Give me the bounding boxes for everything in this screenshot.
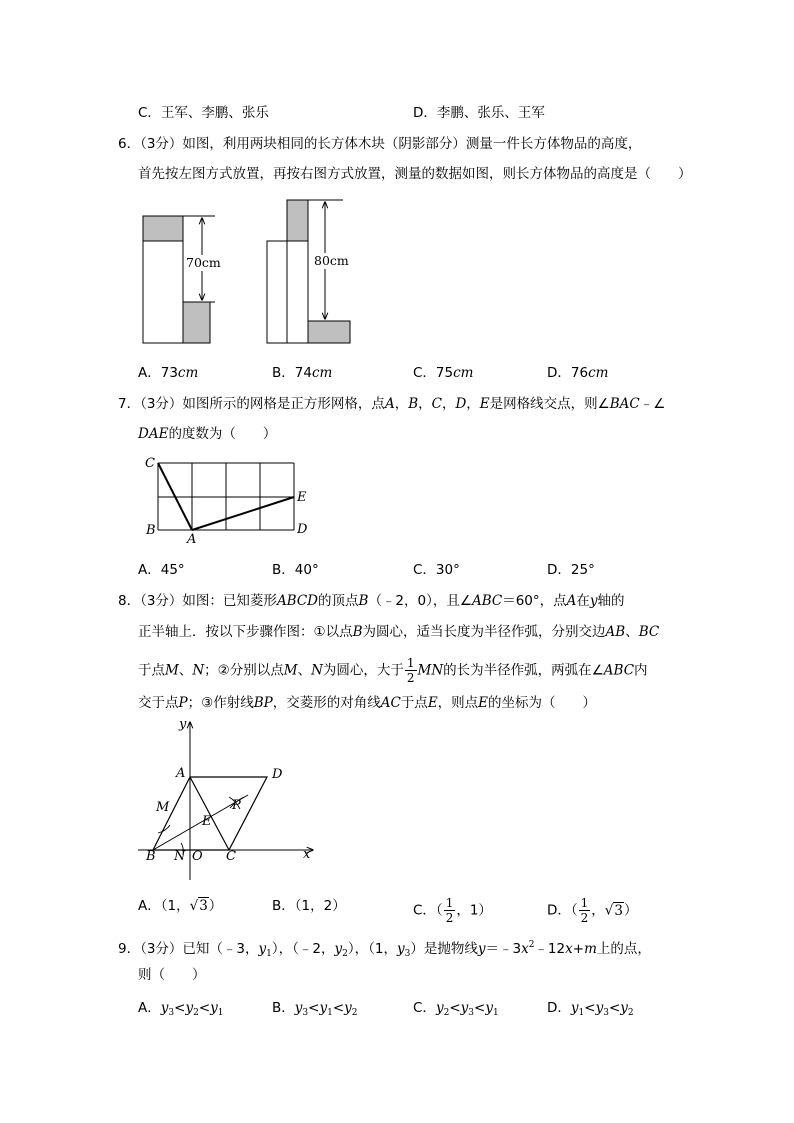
superscript: 2 [528, 940, 535, 950]
math-variable: y [319, 1000, 328, 1016]
text-segment: 为圆心，大于 [322, 662, 404, 679]
math-variable: D [455, 396, 467, 412]
radicand: 3 [199, 898, 208, 914]
q9-stem-line1 [118, 935, 651, 964]
math-variable: BP [253, 695, 273, 711]
text-segment: 在 [576, 593, 590, 609]
subscript: 2 [351, 1008, 358, 1018]
math-variable: DAE [138, 426, 169, 442]
right-bottom-block [308, 321, 350, 343]
q8-label-a: A [176, 766, 186, 781]
math-variable: AC [380, 695, 401, 711]
q9-option-b [272, 998, 358, 1023]
q8-label-n: N [174, 849, 186, 864]
q7-option-d: D．25° [547, 562, 595, 578]
math-variable: ABC [603, 662, 635, 679]
math-variable: E [479, 396, 490, 412]
q6-stem-line2: 首先按左图方式放置，再按右图方式放置，测量的数据如图，则长方体物品的高度是（ ） [138, 166, 692, 182]
math-variable: y [160, 1000, 169, 1016]
text-segment: ），（1， [347, 941, 397, 957]
q7-option-a: A．45° [138, 562, 185, 578]
text-segment: + [572, 941, 585, 957]
text-segment: （﹣2，0），且∠ [368, 593, 472, 609]
text-segment: 交于点 [138, 695, 179, 711]
text-segment: ，则点 [437, 695, 479, 711]
q9-stem-line2: 则（ ） [138, 967, 206, 983]
q9-option-d [547, 998, 634, 1023]
text-segment: ﹣∠ [639, 396, 666, 412]
text-segment: < [608, 1000, 621, 1016]
text-segment: < [308, 1000, 320, 1016]
math-variable: ABCD [276, 593, 319, 609]
math-variable: B [352, 624, 363, 640]
option-text: C．75 [413, 365, 454, 381]
text-segment: A．（1，√ [138, 898, 199, 914]
math-variable: ABC [471, 593, 503, 609]
q8-option-c [413, 896, 492, 925]
fraction-numerator: 1 [406, 656, 415, 670]
text-segment: 、 [297, 662, 312, 679]
text-segment: D．（ [547, 902, 578, 919]
fraction-denominator: 2 [406, 671, 415, 685]
text-segment: ﹣12 [534, 941, 566, 957]
q6-option-b [272, 363, 332, 383]
text-segment: < [174, 1000, 186, 1016]
q8-option-a [138, 896, 222, 916]
q7-option-c: C．30° [413, 562, 460, 578]
math-variable: MN [417, 662, 444, 679]
fraction-one-half [405, 656, 417, 685]
text-segment: 上的点， [596, 941, 651, 957]
text-segment: 9．（3分）已知（﹣3， [118, 941, 259, 957]
math-variable: M [283, 662, 298, 679]
math-variable: B [358, 593, 369, 609]
q9-option-c [413, 998, 499, 1023]
q6-option-c [413, 363, 473, 383]
q8-stem-line4 [138, 693, 596, 713]
math-variable: y [460, 1000, 469, 1016]
q8-option-d [547, 896, 638, 925]
math-variable: y [210, 1000, 218, 1016]
text-segment: ， [418, 396, 432, 412]
text-segment: ＝﹣3 [485, 941, 522, 957]
subscript: 1 [327, 1008, 333, 1018]
math-variable: P [178, 695, 188, 711]
text-segment: ， [394, 396, 409, 412]
q7-stem-line2 [138, 424, 276, 444]
math-variable: BAC [609, 396, 640, 412]
text-segment: 于点 [400, 695, 428, 711]
q5-option-c: C．王军、李鹏、张乐 [138, 105, 269, 121]
math-variable: E [427, 695, 438, 711]
q6-right-measure-label: 80cm [314, 253, 349, 268]
fraction-denominator: 2 [580, 911, 589, 925]
text-segment: 正半轴上．按以下步骤作图：①以点 [138, 624, 353, 640]
option-text: B．74 [272, 365, 312, 381]
q7-label-e: E [297, 490, 307, 505]
math-variable: y [595, 1000, 604, 1016]
q8-option-b: B．（1，2） [272, 898, 346, 914]
subscript: 1 [578, 1008, 585, 1018]
left-top-block [143, 216, 183, 241]
option-unit: cm [311, 365, 333, 381]
q8-label-y-axis: y [179, 717, 187, 732]
subscript: 3 [302, 1008, 309, 1018]
subscript: 1 [492, 1008, 499, 1018]
text-segment: ， [441, 396, 456, 412]
option-unit: cm [453, 365, 474, 381]
text-segment: 的顶点 [318, 593, 359, 609]
q8-label-p: P [232, 798, 241, 813]
option-text: D．76 [547, 365, 589, 381]
left-bottom-block [183, 302, 210, 343]
math-variable: y [294, 1000, 303, 1016]
q7-stem-line1 [118, 394, 665, 414]
math-variable: N [192, 662, 205, 679]
text-segment: 、 [625, 624, 639, 640]
text-segment: < [584, 1000, 596, 1016]
text-segment: D． [547, 1000, 571, 1016]
text-segment: 的坐标为（ ） [488, 695, 597, 711]
fraction-one-half [579, 896, 591, 925]
subscript: 1 [266, 949, 272, 959]
math-variable: y [435, 1000, 444, 1016]
subscript: 2 [193, 1008, 199, 1018]
q6-stem-line1: 6．（3分）如图，利用两块相同的长方体木块（阴影部分）测量一件长方体物品的高度， [118, 136, 642, 152]
math-variable: x [565, 941, 573, 957]
q7-label-d: D [297, 522, 308, 537]
math-variable: y [334, 941, 343, 957]
text-segment: 的长为半径作弧，两弧在∠ [443, 662, 604, 679]
text-segment: 是网格线交点，则∠ [489, 396, 610, 412]
text-segment: ） [624, 902, 638, 919]
q6-figure [130, 195, 360, 350]
option-text: A．73 [138, 365, 178, 381]
q6-left-measure-label: 70cm [186, 255, 221, 270]
text-segment: ，1） [456, 902, 492, 919]
text-segment: 为圆心，适当长度为半径作弧，分别交边 [362, 624, 606, 640]
text-segment: A． [138, 1000, 161, 1016]
q9-option-a [138, 998, 224, 1023]
fraction-denominator: 2 [445, 911, 454, 925]
option-unit: cm [177, 365, 199, 381]
q6-option-d [547, 363, 608, 383]
text-segment: 、 [178, 662, 193, 679]
text-segment: ）是抛物线 [410, 941, 478, 957]
q7-label-b: B [146, 523, 156, 538]
math-variable: BC [638, 624, 660, 640]
subscript: 3 [603, 1008, 609, 1018]
text-segment: C．（ [413, 902, 443, 919]
q8-label-origin: O [192, 849, 203, 864]
text-segment: ， [466, 396, 480, 412]
subscript: 3 [168, 1008, 175, 1018]
math-variable: A [566, 593, 577, 609]
q8-label-d: D [272, 767, 283, 782]
text-segment: 内 [634, 662, 648, 679]
subscript: 2 [627, 1008, 634, 1018]
subscript: 2 [342, 949, 348, 959]
radicand: 3 [614, 902, 623, 919]
text-segment: ），（﹣2， [271, 941, 335, 957]
text-segment: ，√ [591, 902, 614, 919]
text-segment: ；②分别以点 [204, 662, 284, 679]
option-unit: cm [588, 365, 609, 381]
fraction-one-half [444, 896, 456, 925]
text-segment: < [332, 1000, 345, 1016]
math-variable: y [485, 1000, 493, 1016]
subscript: 1 [217, 1008, 224, 1018]
text-segment: ；③作射线 [187, 695, 254, 711]
fraction-numerator: 1 [580, 896, 589, 910]
text-segment: < [474, 1000, 486, 1016]
math-variable: y [185, 1000, 194, 1016]
math-variable: y [620, 1000, 628, 1016]
math-variable: y [396, 941, 405, 957]
subscript: 2 [443, 1008, 450, 1018]
q8-label-b: B [146, 849, 156, 864]
math-variable: x [521, 941, 529, 957]
math-variable: y [258, 941, 267, 957]
q7-label-c: C [145, 456, 155, 471]
text-segment: ） [208, 898, 223, 914]
math-variable: A [384, 396, 395, 412]
math-variable: m [584, 941, 597, 957]
q8-label-e: E [202, 814, 212, 829]
q7-option-b: B．40° [272, 562, 319, 578]
q8-label-c: C [226, 849, 236, 864]
text-segment: C． [413, 1000, 436, 1016]
text-segment: 的度数为（ ） [168, 426, 277, 442]
text-segment: B． [272, 1000, 295, 1016]
q8-stem-line2 [138, 622, 659, 642]
text-segment: < [449, 1000, 461, 1016]
math-variable: C [431, 396, 442, 412]
q8-label-m: M [156, 800, 170, 815]
text-segment: 轴的 [597, 593, 625, 609]
q7-grid-figure [140, 455, 310, 545]
math-variable: y [570, 1000, 579, 1016]
q7-label-a: A [187, 532, 197, 547]
subscript: 3 [468, 1008, 474, 1018]
q8-stem-line3 [138, 656, 648, 685]
text-segment: ，交菱形的对角线 [272, 695, 381, 711]
q8-label-x-axis: x [303, 847, 311, 862]
math-variable: y [589, 593, 598, 609]
math-variable: E [478, 695, 489, 711]
text-segment: 8．（3分）如图：已知菱形 [118, 593, 277, 609]
q8-stem-line1 [118, 591, 625, 611]
right-top-block [287, 200, 308, 241]
math-variable: y [344, 1000, 352, 1016]
text-segment: ＝60°，点 [502, 593, 567, 609]
math-variable: B [408, 396, 419, 412]
text-segment: 于点 [138, 662, 165, 679]
text-segment: < [198, 1000, 211, 1016]
text-segment: 7．（3分）如图所示的网格是正方形网格，点 [118, 396, 385, 412]
fraction-numerator: 1 [445, 896, 454, 910]
math-variable: AB [605, 624, 626, 640]
subscript: 3 [404, 949, 411, 959]
q6-option-a [138, 363, 198, 383]
segment-ae [192, 497, 294, 530]
math-variable: y [477, 941, 486, 957]
math-variable: M [165, 662, 179, 679]
math-variable: N [311, 662, 323, 679]
q5-option-d: D．李鹏、张乐、王军 [413, 105, 545, 121]
